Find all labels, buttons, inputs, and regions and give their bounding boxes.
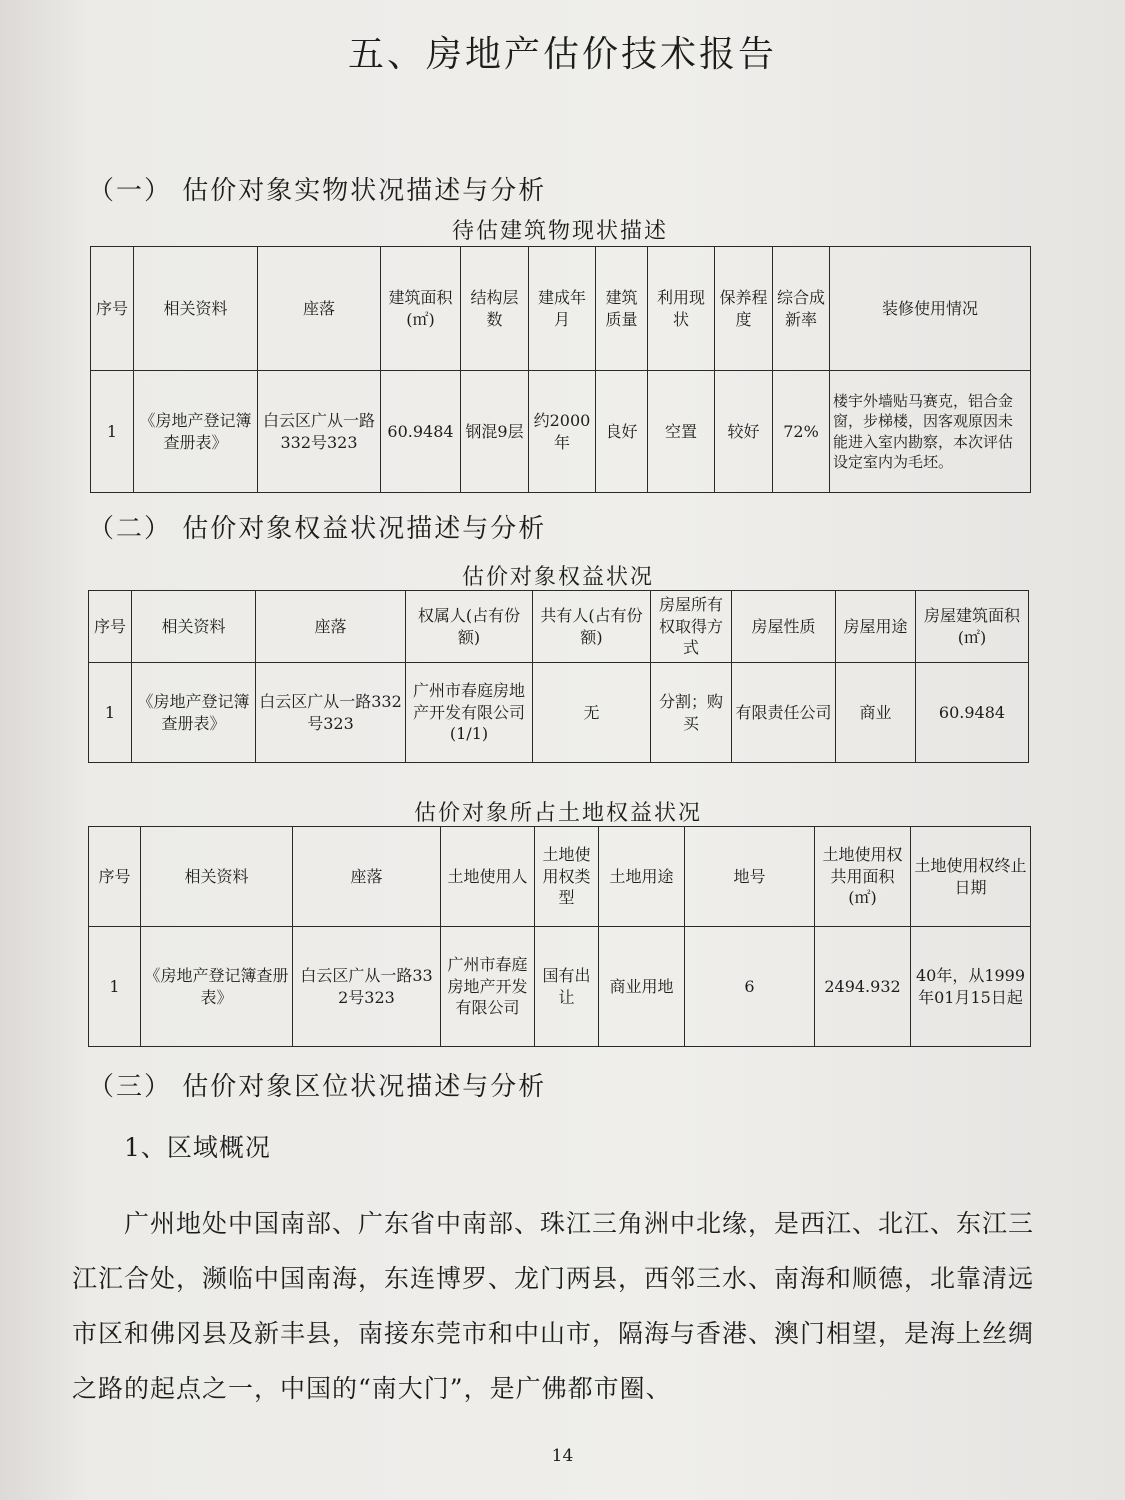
table-cell: 白云区广从一路332号323	[258, 371, 381, 493]
table-cell: 1	[89, 663, 132, 763]
table-cell: 1	[91, 371, 134, 493]
section2-heading: （二） 估价对象权益状况描述与分析	[88, 514, 547, 544]
region-overview-paragraph	[72, 1196, 1052, 1416]
header-cell: 房屋建筑面积(㎡)	[916, 591, 1029, 663]
header-cell: 土地使用权终止日期	[911, 827, 1031, 927]
table-cell: 商业	[836, 663, 916, 763]
header-cell: 序号	[89, 827, 141, 927]
land-rights-table	[88, 826, 1031, 1047]
building-table-title: 待估建筑物现状描述	[451, 219, 668, 244]
table-cell: 良好	[596, 371, 648, 493]
table-cell: 广州市春庭房地产开发有限公司(1/1)	[406, 663, 533, 763]
header-cell: 相关资料	[141, 827, 293, 927]
header-cell: 序号	[91, 247, 134, 371]
table-cell: 40年，从1999年01月15日起	[911, 927, 1031, 1047]
header-cell: 结构层数	[461, 247, 529, 371]
header-cell: 房屋性质	[732, 591, 836, 663]
header-cell: 相关资料	[134, 247, 258, 371]
header-cell: 土地使用权类型	[535, 827, 599, 927]
table-cell: 广州市春庭房地产开发有限公司	[441, 927, 535, 1047]
table-cell: 60.9484	[381, 371, 461, 493]
page-number: 14	[551, 1446, 574, 1466]
rights-table-header-row	[89, 591, 1029, 663]
header-cell: 建筑面积(㎡)	[381, 247, 461, 371]
page-title: 五、房地产估价技术报告	[347, 34, 777, 75]
paragraph-text: 广州地处中国南部、广东省中南部、珠江三角洲中北缘，是西江、北江、东江三江汇合处，濒临中国南海，东连博罗、龙门两县，西邻三水、南海和顺德，北靠清远市区和佛冈县及新丰县，南接东莞市和中山市，隔海与香港、澳门相望，是海上丝绸之路的起点之一，中国的“南大门”，是广佛都市圈、	[72, 1209, 1035, 1403]
table-row	[89, 927, 1031, 1047]
header-cell: 相关资料	[132, 591, 256, 663]
region-overview-heading: 1、区域概况	[124, 1133, 271, 1162]
header-cell: 座落	[256, 591, 406, 663]
table-cell: 楼宇外墙贴马赛克，铝合金窗，步梯楼，因客观原因未能进入室内勘察，本次评估设定室内为毛坯。	[830, 371, 1031, 493]
header-cell: 地号	[685, 827, 815, 927]
section3-heading: （三） 估价对象区位状况描述与分析	[88, 1072, 547, 1102]
land-table-header-row	[89, 827, 1031, 927]
table-cell: 有限责任公司	[732, 663, 836, 763]
table-cell: 1	[89, 927, 141, 1047]
header-cell: 房屋所有权取得方式	[651, 591, 732, 663]
header-cell: 建成年月	[529, 247, 596, 371]
table-cell: 白云区广从一路332号323	[293, 927, 441, 1047]
table-cell: 72%	[773, 371, 830, 493]
header-cell: 保养程度	[715, 247, 773, 371]
building-status-table	[90, 246, 1031, 493]
table-row	[91, 371, 1031, 493]
table-cell: 空置	[648, 371, 715, 493]
table-cell: 较好	[715, 371, 773, 493]
building-table-header-row	[91, 247, 1031, 371]
table-cell: 国有出让	[535, 927, 599, 1047]
table-cell: 《房地产登记簿查册表》	[132, 663, 256, 763]
header-cell: 房屋用途	[836, 591, 916, 663]
header-cell: 权属人(占有份额)	[406, 591, 533, 663]
table-cell: 商业用地	[599, 927, 685, 1047]
header-cell: 序号	[89, 591, 132, 663]
header-cell: 综合成新率	[773, 247, 830, 371]
table-cell: 60.9484	[916, 663, 1029, 763]
table-cell: 《房地产登记簿查册表》	[134, 371, 258, 493]
table-cell: 《房地产登记簿查册表》	[141, 927, 293, 1047]
header-cell: 建筑质量	[596, 247, 648, 371]
header-cell: 土地使用权共用面积(㎡)	[815, 827, 911, 927]
header-cell: 座落	[258, 247, 381, 371]
header-cell: 座落	[293, 827, 441, 927]
header-cell: 土地使用人	[441, 827, 535, 927]
table-cell: 分割；购买	[651, 663, 732, 763]
table-row	[89, 663, 1029, 763]
table-cell: 2494.932	[815, 927, 911, 1047]
table-cell: 白云区广从一路332号323	[256, 663, 406, 763]
rights-table-title: 估价对象权益状况	[461, 565, 654, 590]
table-cell: 约2000年	[529, 371, 596, 493]
table-cell: 6	[685, 927, 815, 1047]
header-cell: 利用现状	[648, 247, 715, 371]
table-cell: 钢混9层	[461, 371, 529, 493]
header-cell: 装修使用情况	[830, 247, 1031, 371]
header-cell: 共有人(占有份额)	[533, 591, 651, 663]
section1-heading: （一） 估价对象实物状况描述与分析	[88, 176, 547, 206]
rights-status-table	[88, 590, 1029, 763]
header-cell: 土地用途	[599, 827, 685, 927]
table-cell: 无	[533, 663, 651, 763]
land-table-title: 估价对象所占土地权益状况	[413, 801, 702, 826]
